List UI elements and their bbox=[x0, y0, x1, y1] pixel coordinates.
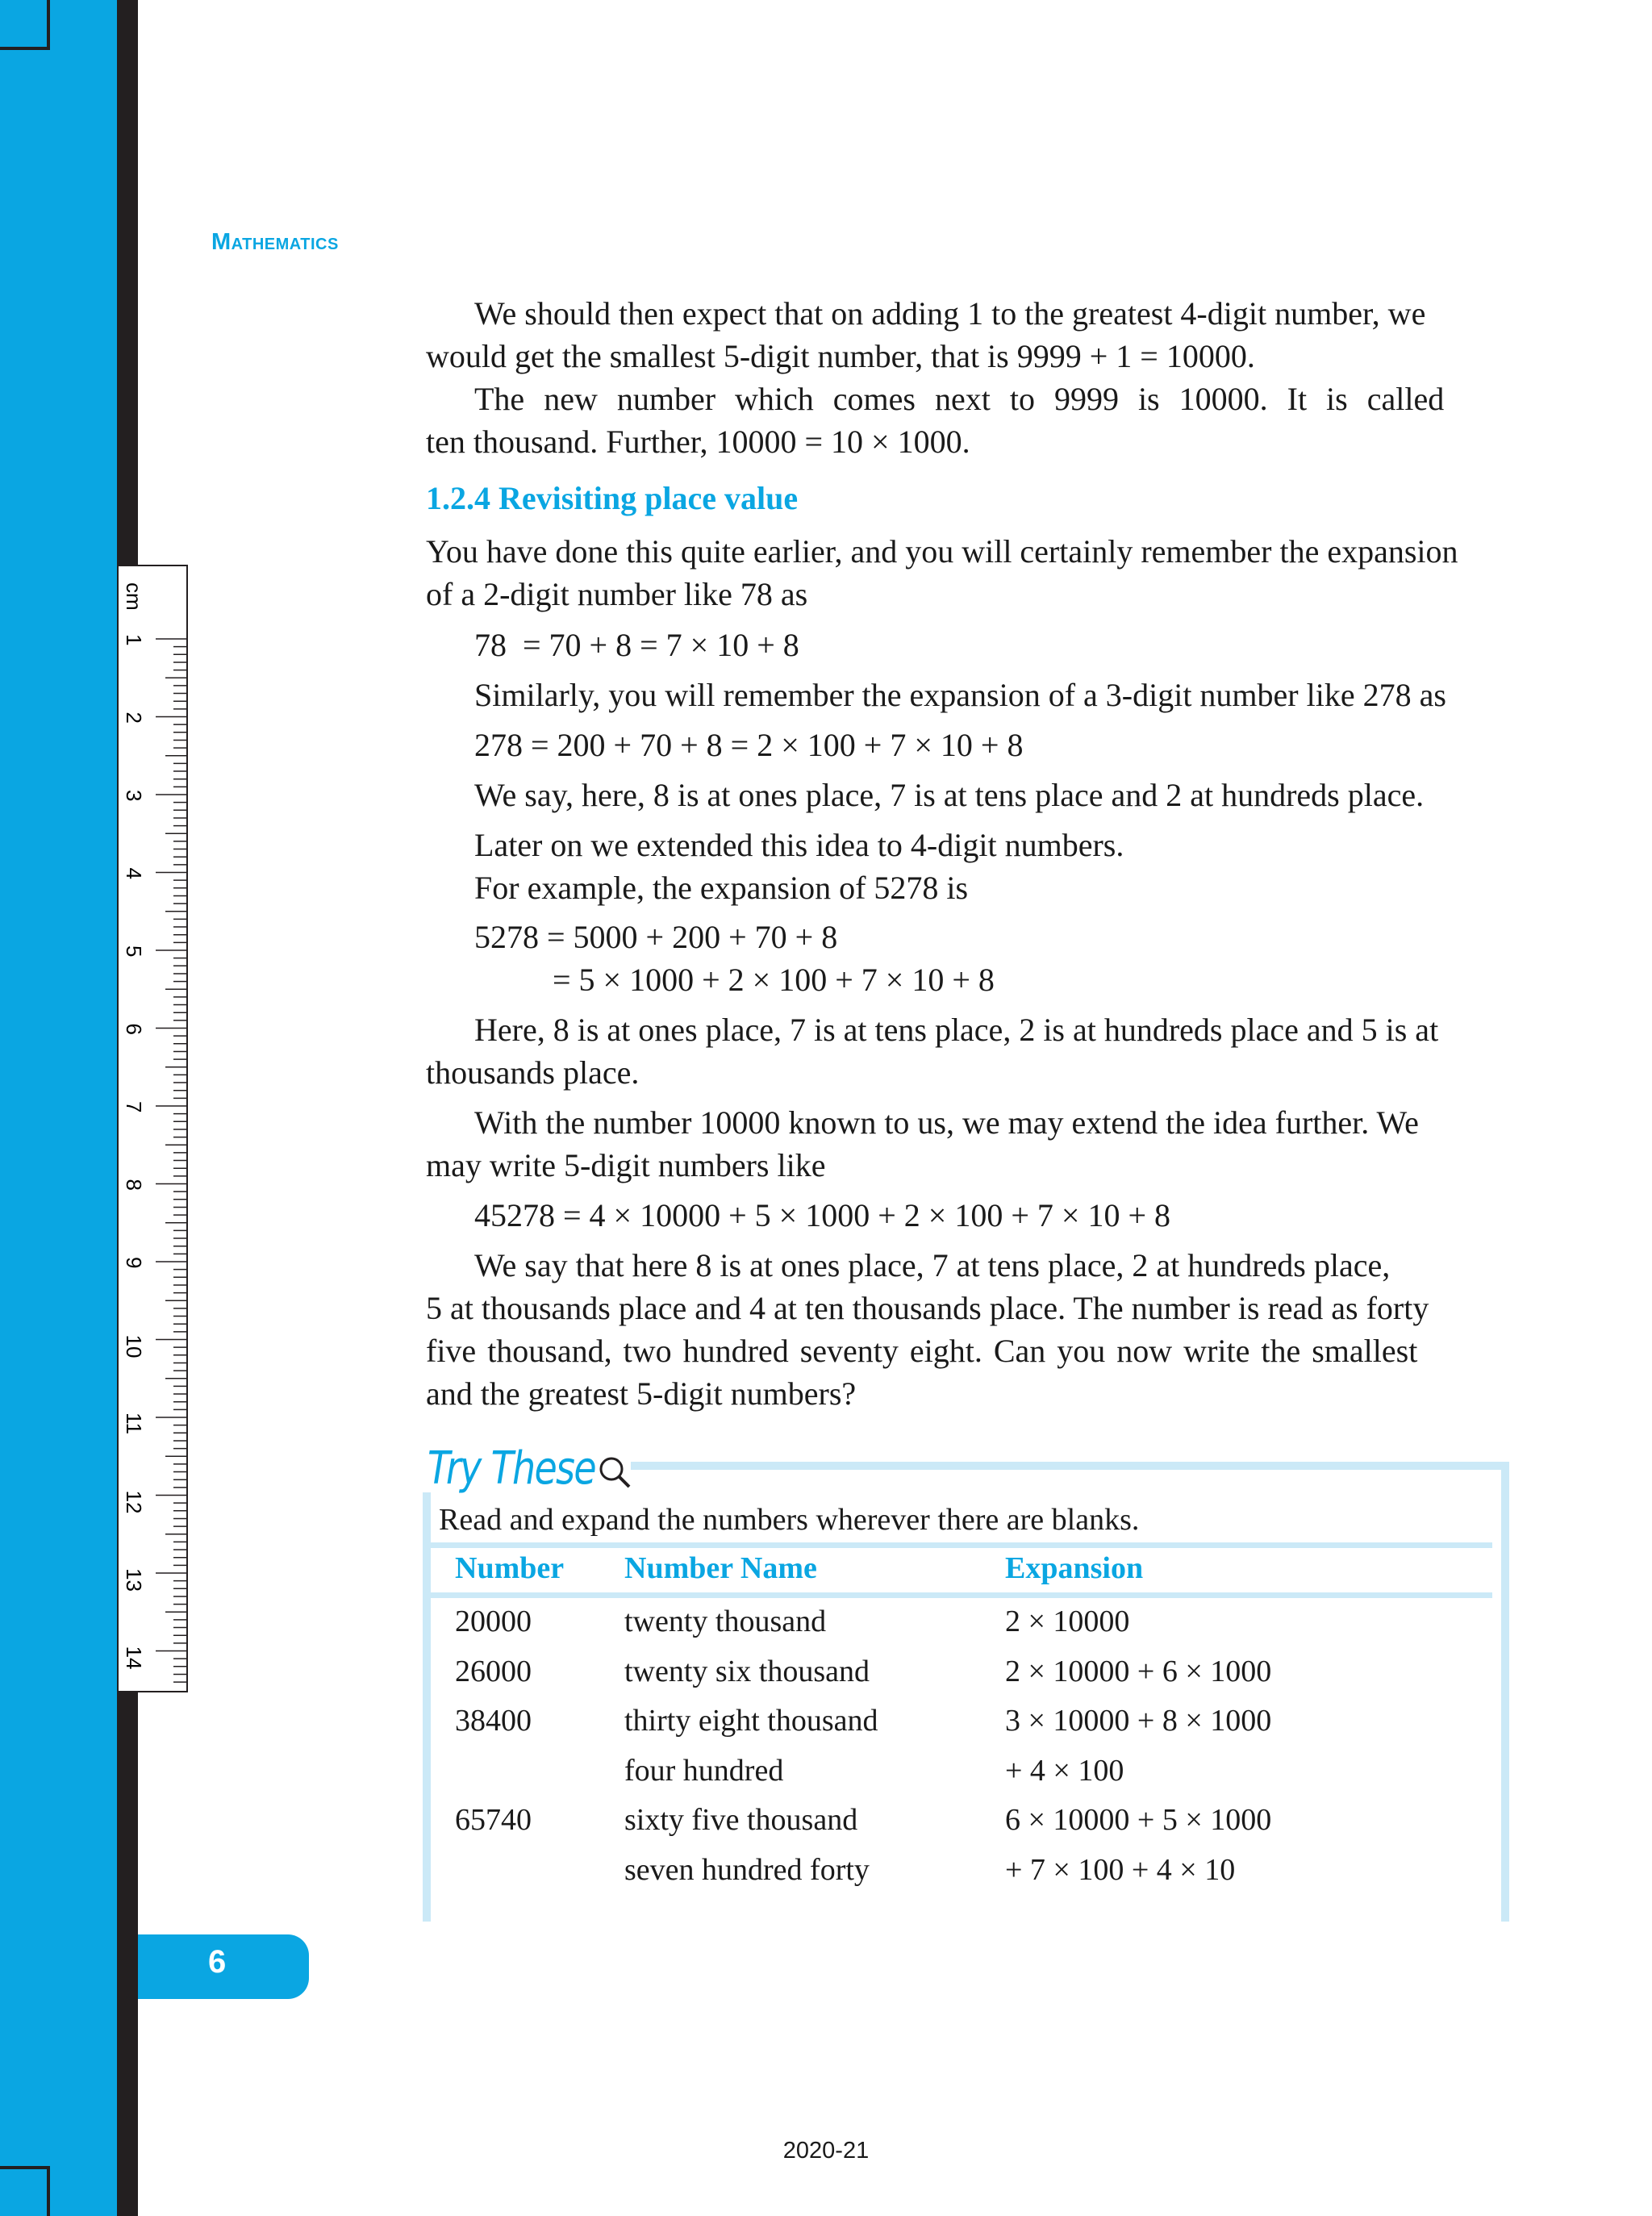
ruler-number: 12 bbox=[122, 1490, 146, 1514]
table-cell: sixty five thousand bbox=[624, 1803, 858, 1837]
table-cell: 38400 bbox=[455, 1704, 532, 1738]
column-header-number-name: Number Name bbox=[624, 1551, 817, 1585]
ruler-number: 13 bbox=[122, 1568, 146, 1592]
table-cell: twenty six thousand bbox=[624, 1654, 870, 1688]
ruler-ticks bbox=[119, 566, 190, 1694]
para7: For example, the expansion of 5278 is bbox=[474, 870, 969, 906]
table-cell: + 7 × 100 + 4 × 10 bbox=[1005, 1852, 1236, 1887]
try-these-title: Try These bbox=[428, 1442, 595, 1495]
left-blue-margin bbox=[0, 0, 117, 2216]
para1-line2: would get the smallest 5-digit number, that is 9999 + 1 = 10000. bbox=[426, 338, 1255, 374]
table-cell: 26000 bbox=[455, 1654, 532, 1688]
para9-line2: may write 5-digit numbers like bbox=[426, 1147, 826, 1183]
para9-line1: With the number 10000 known to us, we may extend the idea further. We bbox=[474, 1104, 1419, 1141]
table-header-bottom-rule bbox=[428, 1592, 1492, 1598]
ruler-number: 7 bbox=[122, 1101, 146, 1113]
table-cell: 3 × 10000 + 8 × 1000 bbox=[1005, 1704, 1272, 1738]
para10-line3: five thousand, two hundred seventy eight. Can you now write the smallest bbox=[426, 1333, 1418, 1369]
para10-line1: We say that here 8 is at ones place, 7 at tens place, 2 at hundreds place, bbox=[474, 1247, 1391, 1283]
table-header-top-rule bbox=[428, 1542, 1492, 1548]
ruler-number: 10 bbox=[122, 1334, 146, 1358]
table-cell: 65740 bbox=[455, 1803, 532, 1837]
para2-line1: The new number which comes next to 9999 is 10000. It is called bbox=[474, 381, 1445, 417]
para3-line1: You have done this quite earlier, and you will certainly remember the expansion bbox=[426, 533, 1458, 570]
try-these-instruction: Read and expand the numbers wherever there are blanks. bbox=[439, 1503, 1140, 1537]
para10-line2: 5 at thousands place and 4 at ten thousands place. The number is read as forty bbox=[426, 1290, 1429, 1326]
ruler-unit-label: cm bbox=[122, 582, 146, 611]
para1-line1: We should then expect that on adding 1 to the greatest 4-digit number, we bbox=[474, 295, 1426, 332]
try-these-top-rule bbox=[631, 1462, 1501, 1470]
magnifier-icon bbox=[597, 1454, 632, 1490]
para8-line2: thousands place. bbox=[426, 1054, 640, 1091]
para10-line4: and the greatest 5-digit numbers? bbox=[426, 1375, 857, 1412]
table-cell: 20000 bbox=[455, 1605, 532, 1638]
crop-mark-top-v bbox=[47, 0, 50, 50]
running-header: Mathematics bbox=[211, 229, 339, 255]
para2-line2: ten thousand. Further, 10000 = 10 × 1000. bbox=[426, 424, 970, 460]
para4: Similarly, you will remember the expansion of a 3-digit number like 278 as bbox=[474, 677, 1446, 713]
equation-45278: 45278 = 4 × 10000 + 5 × 1000 + 2 × 100 + 7 × 10 + 8 bbox=[474, 1197, 1171, 1233]
table-cell: thirty eight thousand bbox=[624, 1704, 878, 1738]
ruler-number: 11 bbox=[122, 1413, 146, 1434]
para5: We say, here, 8 is at ones place, 7 is at tens place and 2 at hundreds place. bbox=[474, 777, 1425, 813]
crop-mark-bottom-h bbox=[0, 2166, 50, 2169]
table-cell: + 4 × 100 bbox=[1005, 1753, 1124, 1788]
table-cell: 2 × 10000 + 6 × 1000 bbox=[1005, 1654, 1272, 1688]
ruler-number: 8 bbox=[122, 1179, 146, 1191]
equation-5278-line2: = 5 × 1000 + 2 × 100 + 7 × 10 + 8 bbox=[553, 962, 995, 998]
equation-278: 278 = 200 + 70 + 8 = 2 × 100 + 7 × 10 + 8 bbox=[474, 727, 1024, 763]
crop-mark-bottom-v bbox=[47, 2166, 50, 2216]
section-heading: 1.2.4 Revisiting place value bbox=[426, 480, 799, 516]
column-header-expansion: Expansion bbox=[1005, 1551, 1144, 1585]
para8-line1: Here, 8 is at ones place, 7 is at tens place, 2 is at hundreds place and 5 is at bbox=[474, 1012, 1439, 1048]
equation-5278-line1: 5278 = 5000 + 200 + 70 + 8 bbox=[474, 919, 838, 955]
crop-mark-top-h bbox=[0, 47, 50, 50]
equation-78: 78 = 70 + 8 = 7 × 10 + 8 bbox=[474, 627, 799, 663]
ruler-graphic bbox=[117, 565, 188, 1692]
page-number: 6 bbox=[208, 1944, 227, 1980]
ruler-number: 9 bbox=[122, 1257, 146, 1269]
ruler-number: 1 bbox=[122, 634, 146, 646]
para3-line2: of a 2-digit number like 78 as bbox=[426, 576, 808, 612]
ruler-number: 5 bbox=[122, 945, 146, 958]
ruler-number: 3 bbox=[122, 790, 146, 802]
ruler-number: 14 bbox=[122, 1646, 146, 1670]
column-header-number: Number bbox=[455, 1551, 565, 1585]
ruler-number: 2 bbox=[122, 712, 146, 724]
table-cell: seven hundred forty bbox=[624, 1852, 870, 1887]
table-cell: 6 × 10000 + 5 × 1000 bbox=[1005, 1803, 1272, 1837]
ruler-number: 6 bbox=[122, 1023, 146, 1035]
ruler-number: 4 bbox=[122, 867, 146, 879]
table-cell: twenty thousand bbox=[624, 1605, 827, 1638]
year-footer: 2020-21 bbox=[782, 2138, 870, 2164]
table-cell: 2 × 10000 bbox=[1005, 1605, 1130, 1638]
table-cell: four hundred bbox=[624, 1753, 784, 1788]
para6: Later on we extended this idea to 4-digit numbers. bbox=[474, 827, 1124, 863]
